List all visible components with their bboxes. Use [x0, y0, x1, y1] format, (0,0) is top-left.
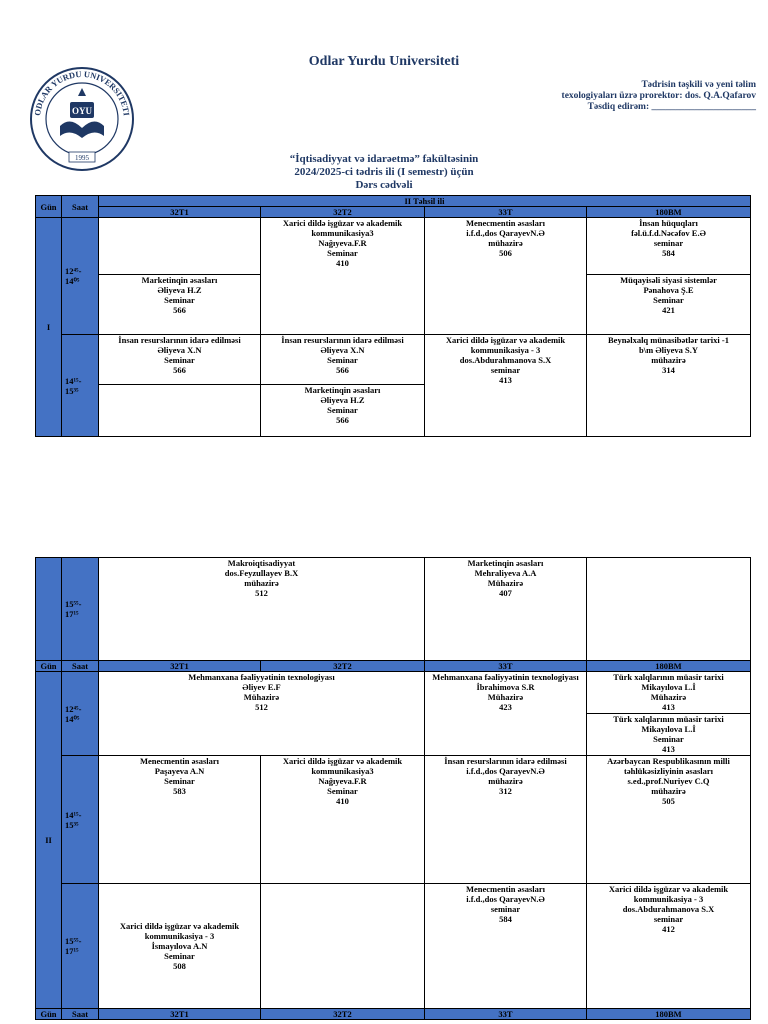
time-slot: 12⁴⁵- 14⁰⁵	[62, 672, 99, 756]
header-tehsil: II Təhsil ili	[99, 196, 751, 207]
class-cell: Beynəlxalq münasibətlər tarixi -1 b\m Əliyeva S.Y mühazirə 314	[587, 335, 751, 437]
class-cell: Mehmanxana fəaliyyətinin texnologiyası İbrahimova S.R Mühazirə 423	[425, 672, 587, 756]
group-33T: 33T	[425, 1009, 587, 1020]
header-saat: Saat	[62, 661, 99, 672]
header-gun: Gün	[36, 1009, 62, 1020]
approval-block	[562, 80, 756, 113]
class-cell: İnsan resurslarının idarə edilməsi i.f.d.,dos QarayevN.Ə mühazirə 312	[425, 756, 587, 884]
heading-faculty: “İqtisadiyyat və idarəetmə” fakültəsinin	[289, 153, 479, 165]
class-cell: Makroiqtisadiyyat dos.Feyzullayev B.X mühazirə 512	[99, 558, 425, 661]
class-cell: Azərbaycan Respublikasının milli təhlükəsizliyinin əsasları s.ed.,prof.Nuriyev C.Q mühazirə 505	[587, 756, 751, 884]
class-cell: Menecmentin əsasları i.f.d.,dos QarayevN.Ə mühazirə 506	[425, 218, 587, 335]
empty-cell	[99, 218, 261, 275]
class-cell: Xarici dildə işgüzar və akademik kommunikasiya3 Nağıyeva.F.R Seminar 410	[261, 756, 425, 884]
schedule-table-bottom	[35, 557, 751, 1020]
class-cell: Menecmentin əsasları i.f.d.,dos QarayevN.Ə seminar 584	[425, 884, 587, 1009]
class-cell: Xarici dildə işgüzar və akademik kommunikasiya3 Nağıyeva.F.R Seminar 410	[261, 218, 425, 335]
group-33T: 33T	[425, 207, 587, 218]
time-slot: 12⁴⁵- 14⁰⁵	[62, 218, 99, 335]
class-cell: Mehmanxana fəaliyyətinin texnologiyası Əliyev E.F Mühazirə 512	[99, 672, 425, 756]
group-180BM: 180BM	[587, 661, 751, 672]
class-cell: Xarici dildə işgüzar və akademik kommunikasiya - 3 dos.Abdurahmanova S.X seminar 412	[587, 884, 751, 1009]
class-cell: Marketinqin əsasları Mehraliyeva A.A Mühazirə 407	[425, 558, 587, 661]
empty-cell	[99, 385, 261, 437]
day-label-cont	[36, 558, 62, 661]
class-cell: İnsan resurslarının idarə edilməsi Əliyeva X.N Seminar 566	[99, 335, 261, 385]
time-slot: 14¹⁵- 15³⁵	[62, 756, 99, 884]
class-cell: Xarici dildə işgüzar və akademik kommunikasiya - 3 İsmayılova A.N Seminar 508	[99, 884, 261, 1009]
empty-cell	[587, 558, 751, 661]
class-cell: Türk xalqlarının müasir tarixi Mikayılova L.İ Mühazirə 413	[587, 672, 751, 714]
group-32T1: 32T1	[99, 661, 261, 672]
group-32T2: 32T2	[261, 661, 425, 672]
group-32T2: 32T2	[261, 1009, 425, 1020]
schedule-heading	[0, 153, 768, 192]
header-saat: Saat	[62, 196, 99, 218]
group-33T: 33T	[425, 661, 587, 672]
class-cell: Müqayisəli siyasi sistemlər Pənahova Ş.E Seminar 421	[587, 275, 751, 335]
time-slot: 14¹⁵- 15³⁵	[62, 335, 99, 437]
class-cell: Xarici dildə işgüzar və akademik kommunikasiya - 3 dos.Abdurahmanova S.X seminar 413	[425, 335, 587, 437]
header-gun: Gün	[36, 661, 62, 672]
day-label: I	[36, 218, 62, 437]
approval-line-3: Təsdiq edirəm: ______________________	[587, 102, 756, 112]
svg-text:ODLAR YURDU UNIVERSITETI: ODLAR YURDU UNIVERSITETI	[33, 69, 131, 117]
schedule-table-top	[35, 195, 751, 437]
class-cell: Marketinqin əsasları Əliyeva H.Z Seminar 566	[261, 385, 425, 437]
class-cell: İnsan resurslarının idarə edilməsi Əliyeva X.N Seminar 566	[261, 335, 425, 385]
approval-line-2: texologiyaları üzrə prorektor: dos. Q.A.Qafarov	[561, 91, 756, 101]
svg-text:OYU: OYU	[72, 106, 92, 116]
class-cell: Menecmentin əsasları Paşayeva A.N Seminar 583	[99, 756, 261, 884]
heading-title: Dərs cədvəli	[355, 179, 413, 191]
time-slot: 15⁵⁵- 17¹⁵	[62, 884, 99, 1009]
group-32T1: 32T1	[99, 207, 261, 218]
group-32T1: 32T1	[99, 1009, 261, 1020]
time-slot: 15⁵⁵- 17¹⁵	[62, 558, 99, 661]
group-180BM: 180BM	[587, 207, 751, 218]
svg-text:1995: 1995	[75, 154, 89, 162]
header-gun: Gün	[36, 196, 62, 218]
header-saat: Saat	[62, 1009, 99, 1020]
class-cell: Marketinqin əsasları Əliyeva H.Z Seminar 566	[99, 275, 261, 335]
group-180BM: 180BM	[587, 1009, 751, 1020]
day-label: II	[36, 672, 62, 1009]
empty-cell	[261, 884, 425, 1009]
class-cell: İnsan hüquqları fəl.ü.f.d.Nəcəfov E.Ə seminar 584	[587, 218, 751, 275]
group-32T2: 32T2	[261, 207, 425, 218]
approval-line-1: Tədrisin təşkili və yeni təlim	[641, 80, 756, 90]
class-cell: Türk xalqlarının müasir tarixi Mikayılova L.İ Seminar 413	[587, 714, 751, 756]
university-title: Odlar Yurdu Universiteti	[308, 54, 460, 69]
heading-year: 2024/2025-ci tədris ili (I semestr) üçün	[294, 166, 474, 178]
